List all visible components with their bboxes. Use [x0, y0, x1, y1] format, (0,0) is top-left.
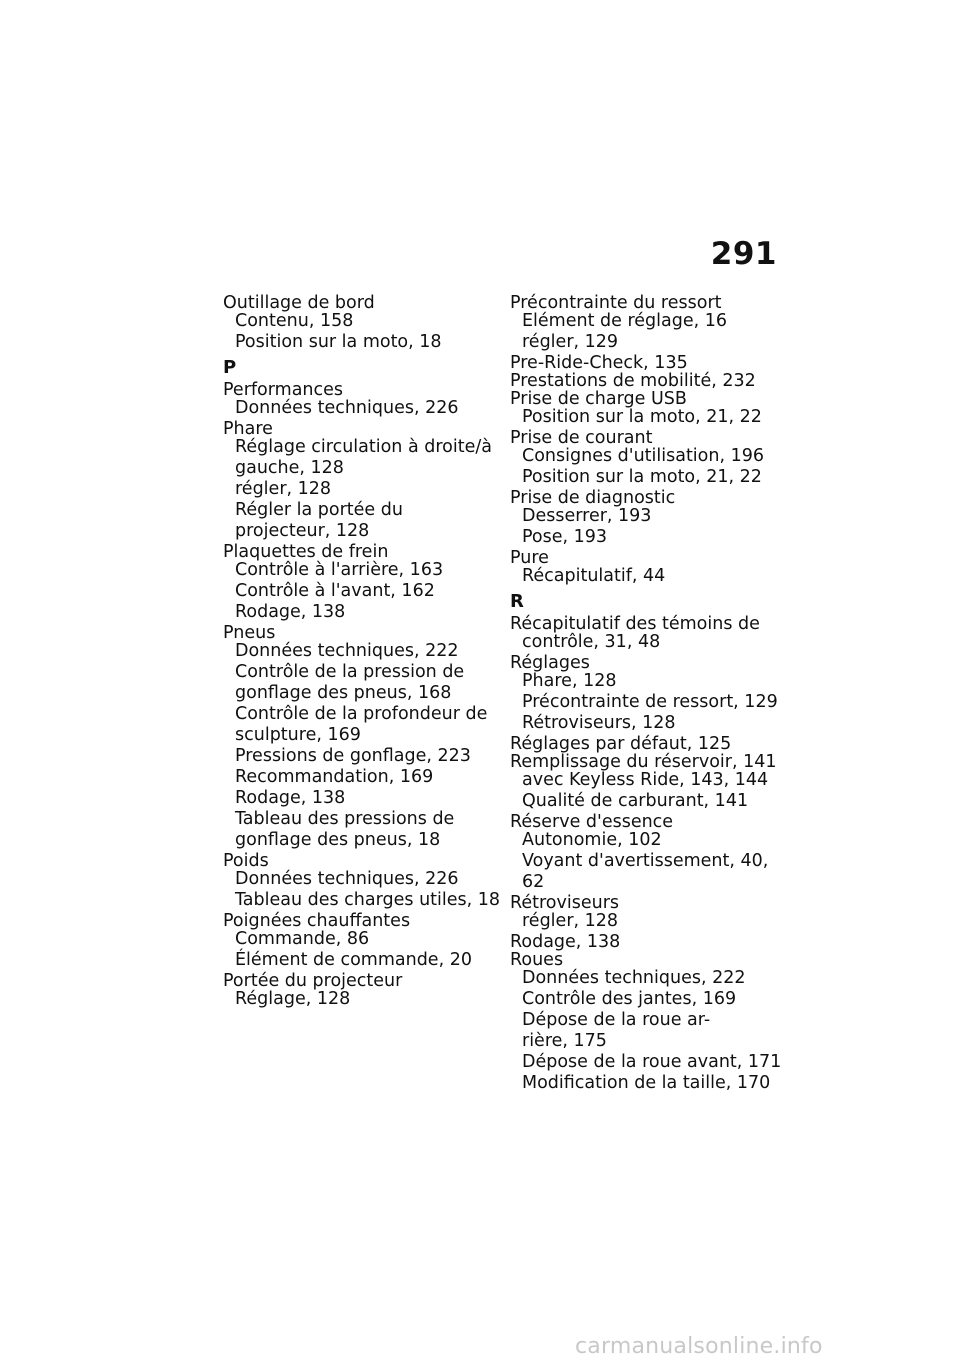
index-entry: Réserve d'essence	[510, 812, 674, 832]
index-subentry: Desserrer, 193	[522, 506, 652, 526]
index-subentry: avec Keyless Ride, 143, 144	[522, 770, 769, 790]
index-subentry: Rétroviseurs, 128	[522, 713, 676, 733]
index-subentry: Données techniques, 226	[235, 869, 459, 889]
index-subentry: régler, 128	[522, 911, 619, 931]
index-entry: Réglages	[510, 653, 590, 673]
index-entry: Performances	[223, 380, 344, 400]
section-letter: R	[510, 591, 524, 612]
index-entry: Rétroviseurs	[510, 893, 620, 913]
index-entry: Plaquettes de frein	[223, 542, 389, 562]
index-subentry: Contrôle à l'arrière, 163	[235, 560, 444, 580]
index-subentry: gonflage des pneus, 18	[235, 830, 441, 850]
index-subentry: Régler la portée du	[235, 500, 403, 520]
index-entry: Outillage de bord	[223, 293, 375, 313]
index-subentry: Pressions de gonflage, 223	[235, 746, 471, 766]
index-subentry: Contrôle des jantes, 169	[522, 989, 737, 1009]
index-subentry: régler, 129	[522, 332, 619, 352]
index-entry: Roues	[510, 950, 564, 970]
index-entry: Prise de courant	[510, 428, 653, 448]
index-subentry: Contrôle à l'avant, 162	[235, 581, 435, 601]
index-subentry: Recommandation, 169	[235, 767, 434, 787]
index-subentry: Qualité de carburant, 141	[522, 791, 749, 811]
index-subentry: Position sur la moto, 18	[235, 332, 442, 352]
index-subentry: Réglage circulation à droite/à	[235, 437, 492, 457]
index-subentry: Position sur la moto, 21, 22	[522, 407, 762, 427]
index-subentry: Tableau des pressions de	[235, 809, 455, 829]
index-entry: Poignées chauffantes	[223, 911, 411, 931]
index-subentry: Commande, 86	[235, 929, 370, 949]
index-entry: Prestations de mobilité, 232	[510, 371, 756, 391]
index-subentry: Contenu, 158	[235, 311, 354, 331]
index-entry: Rodage, 138	[510, 932, 621, 952]
section-letter: P	[223, 357, 237, 378]
index-subentry: Contrôle de la profondeur de	[235, 704, 488, 724]
index-subentry: Phare, 128	[522, 671, 617, 691]
index-entry: Réglages par défaut, 125	[510, 734, 732, 754]
index-subentry: Dépose de la roue ar-	[522, 1010, 711, 1030]
index-entry: Phare	[223, 419, 273, 439]
index-column-right	[510, 293, 790, 1094]
index-entry: Précontrainte du ressort	[510, 293, 722, 313]
index-subentry: gauche, 128	[235, 458, 344, 478]
index-entry: Pre-Ride-Check, 135	[510, 353, 688, 373]
watermark: carmanualsonline.info	[575, 1334, 823, 1359]
index-subentry: contrôle, 31, 48	[522, 632, 661, 652]
index-subentry: Tableau des charges utiles, 18	[235, 890, 501, 910]
index-subentry: Récapitulatif, 44	[522, 566, 666, 586]
index-subentry: Dépose de la roue avant, 171	[522, 1052, 782, 1072]
index-entry: Récapitulatif des témoins de	[510, 614, 760, 634]
index-entry: Prise de diagnostic	[510, 488, 676, 508]
index-subentry: Consignes d'utilisation, 196	[522, 446, 764, 466]
index-subentry: Rodage, 138	[235, 788, 346, 808]
index-subentry: Rodage, 138	[235, 602, 346, 622]
index-subentry: gonflage des pneus, 168	[235, 683, 452, 703]
index-subentry: Élément de commande, 20	[235, 950, 472, 970]
index-entry: Portée du projecteur	[223, 971, 403, 991]
index-subentry: rière, 175	[522, 1031, 607, 1051]
index-subentry: sculpture, 169	[235, 725, 361, 745]
page-number: 291	[710, 236, 777, 272]
index-subentry: projecteur, 128	[235, 521, 370, 541]
index-subentry: Données techniques, 226	[235, 398, 459, 418]
index-subentry: Elément de réglage, 16	[522, 311, 727, 331]
index-subentry: Autonomie, 102	[522, 830, 662, 850]
index-subentry: Données techniques, 222	[235, 641, 459, 661]
index-subentry: Données techniques, 222	[522, 968, 746, 988]
index-entry: Remplissage du réservoir, 141	[510, 752, 777, 772]
index-entry: Prise de charge USB	[510, 389, 687, 409]
index-subentry: régler, 128	[235, 479, 332, 499]
index-subentry: Pose, 193	[522, 527, 608, 547]
index-subentry: Contrôle de la pression de	[235, 662, 465, 682]
index-entry: Pure	[510, 548, 549, 568]
index-subentry: Position sur la moto, 21, 22	[522, 467, 762, 487]
index-subentry: Réglage, 128	[235, 989, 351, 1009]
index-subentry: Précontrainte de ressort, 129	[522, 692, 778, 712]
index-entry: Pneus	[223, 623, 276, 643]
index-column-left	[223, 293, 501, 1010]
index-subentry: Modification de la taille, 170	[522, 1073, 771, 1093]
index-entry: Poids	[223, 851, 269, 871]
index-subentry: Voyant d'avertissement, 40,	[522, 851, 769, 871]
index-subentry: 62	[522, 872, 545, 892]
